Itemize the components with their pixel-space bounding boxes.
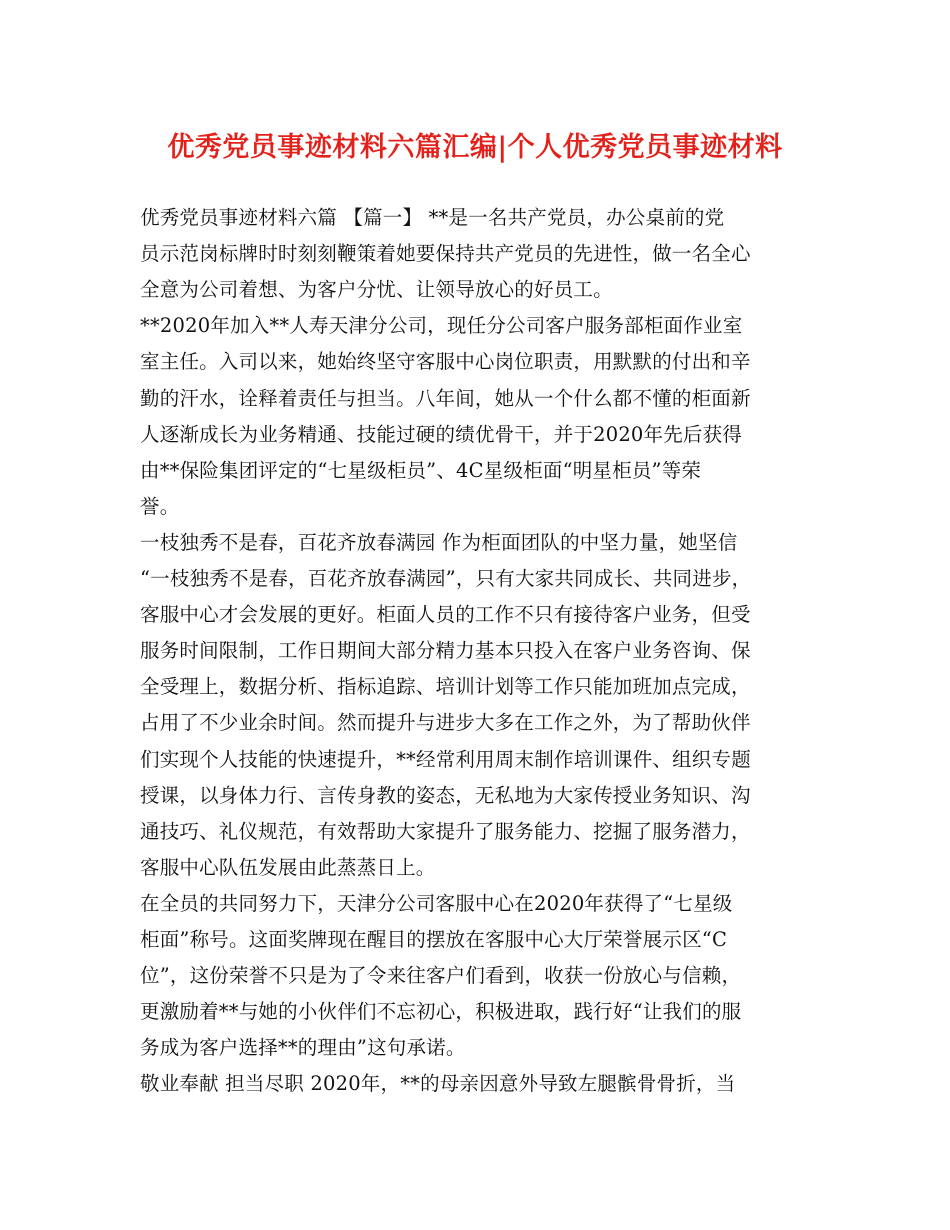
body-text-line: 务成为客户选择**的理由”这句承诺。 (140, 1036, 466, 1060)
body-text-line: 客服中心队伍发展由此蒸蒸日上。 (140, 855, 436, 879)
body-text-line: 员示范岗标牌时时刻刻鞭策着她要保持共产党员的先进性，做一名全心 (140, 242, 751, 266)
body-text-line: 客服中心才会发展的更好。柜面人员的工作不只有接待客户业务，但受 (140, 603, 751, 627)
body-text-line: 优秀党员事迹材料六篇 【篇一】 **是一名共产党员，办公桌前的党 (140, 206, 725, 229)
body-text-line: 一枝独秀不是春，百花齐放春满园 作为柜面团队的中坚力量，她坚信 (140, 530, 738, 554)
body-text-line: 室主任。入司以来，她始终坚守客服中心岗位职责，用默默的付出和辛 (140, 350, 751, 374)
body-text-line: 占用了不少业余时间。然而提升与进步大多在工作之外，为了帮助伙伴 (140, 711, 751, 735)
body-text-line: 誉。 (140, 494, 180, 518)
body-text-line: 通技巧、礼仪规范，有效帮助大家提升了服务能力、挖掘了服务潜力， (140, 819, 751, 843)
body-text-line: 们实现个人技能的快速提升，**经常利用周末制作培训课件、组织专题 (140, 747, 751, 771)
body-text-line: 全受理上，数据分析、指标追踪、培训计划等工作只能加班加点完成， (140, 675, 751, 699)
body-text-line: 全意为公司着想、为客户分忧、让领导放心的好员工。 (140, 278, 613, 302)
body-text-line: 服务时间限制，工作日期间大部分精力基本只投入在客户业务咨询、保 (140, 639, 751, 663)
body-text-line: 柜面”称号。这面奖牌现在醒目的摆放在客服中心大厅荣誉展示区“C (140, 928, 728, 951)
body-text-line: **2020年加入**人寿天津分公司，现任分公司客户服务部柜面作业室 (140, 314, 743, 338)
body-text-line: 人逐渐成长为业务精通、技能过硬的绩优骨干，并于2020年先后获得 (140, 422, 743, 446)
document-title: 优秀党员事迹材料六篇汇编|个人优秀党员事迹材料 (167, 132, 783, 163)
body-text-line: 位”，这份荣誉不只是为了令来往客户们看到，收获一份放心与信赖， (140, 964, 742, 988)
body-text-line: 在全员的共同努力下，天津分公司客服中心在2020年获得了“七星级 (140, 891, 733, 915)
body-text-line: 勤的汗水，诠释着责任与担当。八年间，她从一个什么都不懂的柜面新 (140, 386, 751, 410)
body-text-line: 敬业奉献 担当尽职 2020年，**的母亲因意外导致左腿髌骨骨折，当 (140, 1072, 736, 1096)
body-text-line: “一枝独秀不是春，百花齐放春满园”，只有大家共同成长、共同进步， (140, 567, 752, 590)
body-text-line: 授课，以身体力行、言传身教的姿态，无私地为大家传授业务知识、沟 (140, 783, 751, 807)
body-text-line: 由**保险集团评定的“七星级柜员”、4C星级柜面“明星柜员”等荣 (140, 458, 702, 482)
body-text-line: 更激励着**与她的小伙伴们不忘初心，积极进取，践行好“让我们的服 (140, 1000, 742, 1024)
